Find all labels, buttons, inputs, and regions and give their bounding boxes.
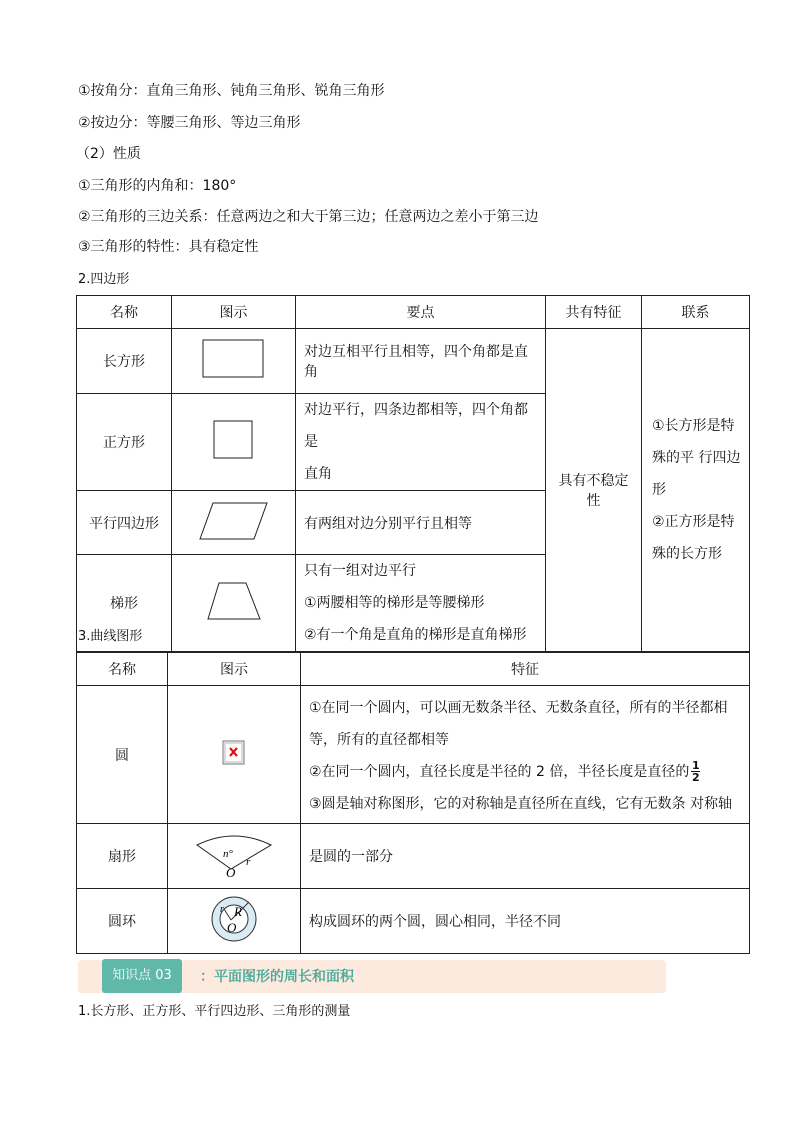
classification-by-angle: ①按角分：直角三角形、钝角三角形、锐角三角形 [78, 83, 385, 99]
rectangle-points: 对边互相平行且相等，四个角都是直角 [296, 329, 546, 394]
table-header-row [77, 653, 750, 686]
table-row [77, 824, 750, 889]
shape-name-ring: 圆环 [77, 889, 168, 954]
square-figure [172, 394, 296, 491]
circle-features [301, 686, 750, 824]
parallelogram-figure [172, 491, 296, 555]
feature-line [309, 756, 741, 788]
trapezoid-shape [204, 580, 264, 622]
shape-name-trapezoid: 梯形 [77, 555, 172, 652]
sector-radius-label: r [246, 856, 251, 868]
trapezoid-points [296, 555, 546, 652]
property-item: ①三角形的内角和：180° [78, 178, 237, 194]
sector-angle-label: n° [223, 848, 233, 860]
fraction-denominator: 2 [692, 771, 700, 784]
ring-outer-radius-label: R [234, 904, 242, 919]
fraction-one-half [691, 760, 700, 783]
header-feature: 特征 [301, 653, 750, 686]
table-row [77, 329, 750, 394]
feature-line: 等，所有的直径都相等 [309, 731, 449, 748]
properties-heading: （2）性质 [76, 146, 141, 162]
points-line: ①两腰相等的梯形是等腰梯形 [304, 595, 485, 611]
property-item: ②三角形的三边关系：任意两边之和大于第三边；任意两边之差小于第三边 [78, 209, 539, 225]
header-points: 要点 [296, 296, 546, 329]
trapezoid-figure [172, 555, 296, 652]
relation-line: 形 [652, 482, 666, 498]
table-row [77, 686, 750, 824]
sector-shape [194, 829, 274, 879]
quadrilateral-table [76, 295, 750, 652]
broken-image-icon [222, 740, 246, 766]
shape-name-rectangle: 长方形 [77, 329, 172, 394]
curve-table [76, 652, 750, 954]
knowledge-point-tag: 知识点 03 [102, 959, 182, 993]
header-common: 共有特征 [546, 296, 642, 329]
ring-shape [209, 894, 259, 944]
shape-name-parallelogram: 平行四边形 [77, 491, 172, 555]
feature-text: ②在同一个圆内，直径长度是半径的 2 倍，半径长度是直径的 [309, 763, 690, 780]
points-line: 对边平行，四条边都相等，四个角都是 [304, 402, 528, 450]
relation-line: ②正方形是特 [652, 514, 735, 530]
fraction-numerator: 1 [692, 759, 700, 772]
relation-cell [642, 329, 750, 652]
shape-name-circle: 圆 [77, 686, 168, 824]
rectangle-shape [202, 338, 266, 380]
header-figure: 图示 [172, 296, 296, 329]
feature-line: ③圆是轴对称图形，它的对称轴是直径所在直线，它有无数条 对称轴 [309, 795, 732, 812]
header-relation: 联系 [642, 296, 750, 329]
relation-line: 殊的平 行四边 [652, 450, 741, 466]
ring-center-label: O [227, 920, 237, 935]
shape-name-sector: 扇形 [77, 824, 168, 889]
points-line: ②有一个角是直角的梯形是直角梯形 [304, 627, 527, 643]
property-item: ③三角形的特性：具有稳定性 [78, 239, 259, 255]
measure-heading: 1.长方形、正方形、平行四边形、三角形的测量 [78, 1004, 351, 1019]
table-row [77, 889, 750, 954]
table-header-row [77, 296, 750, 329]
quadrilateral-heading: 2.四边形 [78, 272, 130, 287]
points-line: 直角 [304, 466, 332, 482]
relation-line: 殊的长方形 [652, 546, 722, 562]
shape-name-square: 正方形 [77, 394, 172, 491]
ring-inner-radius-label: r [220, 904, 224, 915]
ring-figure [168, 889, 301, 954]
circle-figure [168, 686, 301, 824]
feature-line: ①在同一个圆内，可以画无数条半径、无数条直径，所有的半径都相 [309, 699, 728, 716]
parallelogram-shape [199, 500, 269, 542]
sector-feature: 是圆的一部分 [301, 824, 750, 889]
classification-by-side: ②按边分：等腰三角形、等边三角形 [78, 115, 301, 131]
parallelogram-points: 有两组对边分别平行且相等 [296, 491, 546, 555]
knowledge-point-title: ：平面图形的周长和面积 [200, 969, 354, 985]
header-name: 名称 [77, 653, 168, 686]
header-figure: 图示 [168, 653, 301, 686]
sector-figure [168, 824, 301, 889]
sector-center-label: O [226, 865, 236, 879]
ring-feature: 构成圆环的两个圆，圆心相同，半径不同 [301, 889, 750, 954]
relation-line: ①长方形是特 [652, 418, 735, 434]
curve-heading: 3.曲线图形 [78, 629, 143, 644]
square-shape [212, 419, 256, 461]
points-line: 只有一组对边平行 [304, 563, 416, 579]
header-name: 名称 [77, 296, 172, 329]
rectangle-figure [172, 329, 296, 394]
square-points [296, 394, 546, 491]
common-feature: 具有不稳定性 [546, 329, 642, 652]
